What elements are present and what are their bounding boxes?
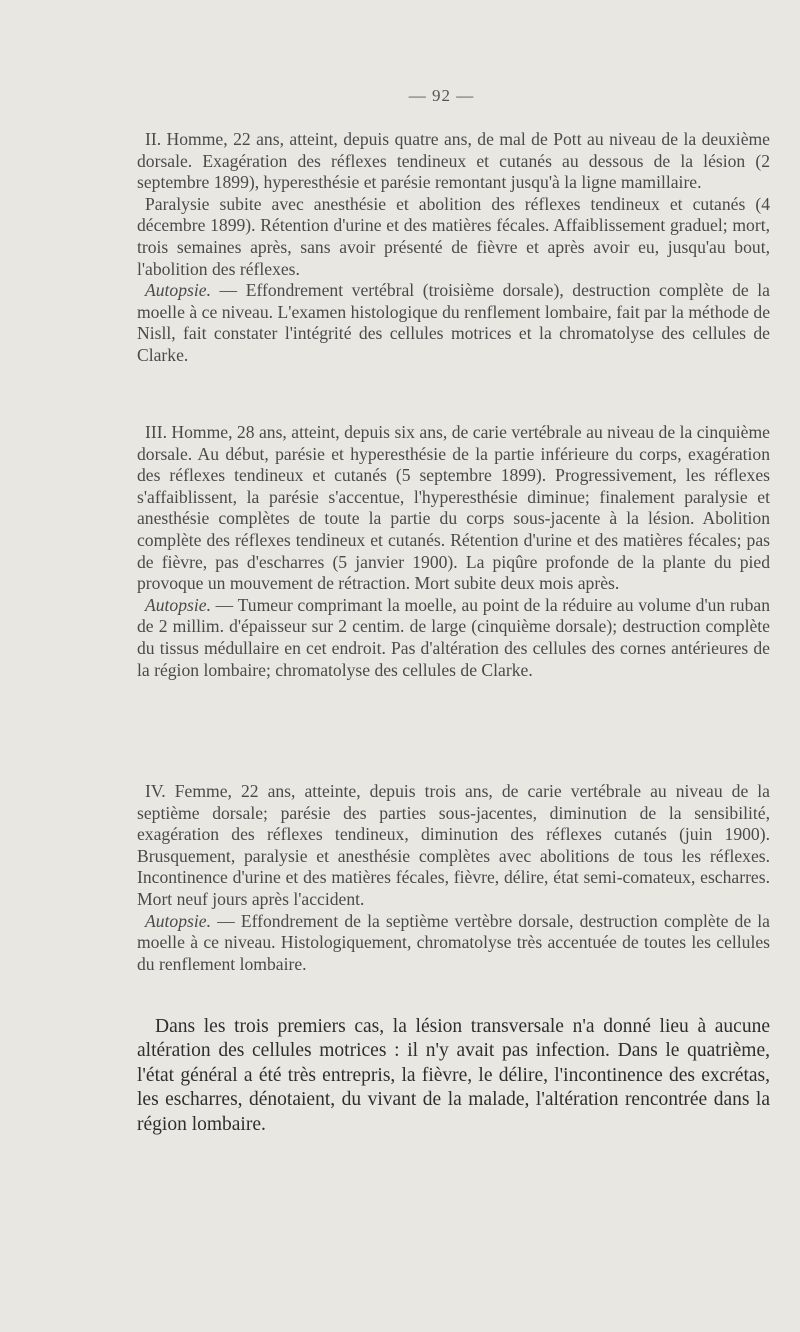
- autopsy-paragraph: [137, 595, 770, 681]
- autopsy-paragraph: [137, 280, 770, 366]
- page-number: — 92 —: [408, 86, 475, 105]
- case-block: [137, 781, 770, 975]
- autopsy-paragraph: [137, 911, 770, 976]
- case-paragraph: II. Homme, 22 ans, atteint, depuis quatre ans, de mal de Pott au niveau de la deuxième dorsale. Exagération des réflexes tendineux et cutanés au dessous de la lésion (2 septembre 1899), hyperesthésie et parésie remontant jusqu'à la ligne mamillaire.: [137, 129, 770, 193]
- autopsy-label: Autopsie.: [145, 594, 211, 615]
- autopsy-label: Autopsie.: [145, 910, 211, 931]
- autopsy-text: — Tumeur comprimant la moelle, au point de la réduire au volume d'un ruban de 2 millim. d'épaisseur sur 2 centim. de large (cinquième dorsale); destruction complète du tissus médullaire en cet endroit. Pas d'altération des cellules des cornes antérieures de la région lombaire; chromatolyse des cellules de Clarke.: [137, 594, 770, 680]
- case-block: [137, 129, 770, 367]
- summary-paragraph: Dans les trois premiers cas, la lésion transversale n'a donné lieu à aucune altération des cellules motrices : il n'y avait pas infection. Dans le quatrième, l'état général a été très entrepris, la fièvre, le délire, l'incontinence des excrétas, les escharres, dénotaient, du vivant de la malade, l'altération rencontrée dans la région lombaire.: [137, 1016, 770, 1135]
- case-block: [137, 422, 770, 681]
- autopsy-text: — Effondrement de la septième vertèbre dorsale, destruction complète de la moelle à ce niveau. Histologiquement, chromatolyse très accentuée de toutes les cellules du renflement lombaire.: [137, 910, 770, 974]
- case-paragraph: Paralysie subite avec anesthésie et abolition des réflexes tendineux et cutanés (4 décembre 1899). Rétention d'urine et des matières fécales. Affaiblissement graduel; mort, trois semaines après, sans avoir présenté de fièvre et après avoir eu, jusqu'au bout, l'abolition des réflexes.: [137, 193, 770, 279]
- autopsy-label: Autopsie.: [145, 280, 211, 301]
- case-paragraph: IV. Femme, 22 ans, atteinte, depuis trois ans, de carie vertébrale au niveau de la septième dorsale; parésie des parties sous-jacentes, diminution de la sensibilité, exagération des réflexes tendineux, diminution des réflexes cutanés (juin 1900). Brusquement, paralysie et anesthésie complètes avec abolitions de tous les réflexes. Incontinence d'urine et des matières fécales, fièvre, délire, état semi-comateux, escharres. Mort neuf jours après l'accident.: [137, 781, 770, 909]
- autopsy-text: — Effondrement vertébral (troisième dorsale), destruction complète de la moelle à ce niveau. L'examen histologique du renflement lombaire, fait par la méthode de Nisll, fait constater l'intégrité des cellules motrices et la chromatolyse des cellules de Clarke.: [137, 280, 770, 365]
- summary-block: [137, 1015, 770, 1137]
- case-paragraph: III. Homme, 28 ans, atteint, depuis six ans, de carie vertébrale au niveau de la cinquième dorsale. Au début, parésie et hyperesthésie de la partie inférieure du corps, exagération des réflexes tendineux et cutanés (5 septembre 1899). Progressivement, les réflexes s'affaiblissent, la parésie s'accentue, l'hyperesthésie diminue; finalement paralysie et anesthésie complètes de toute la partie du corps sous-jacente à la lésion. Abolition complète des réflexes tendineux et cutanés. Rétention d'urine et des matières fécales; pas de fièvre, pas d'escharres (5 janvier 1900). La piqûre profonde de la plante du pied provoque un mouvement de rétraction. Mort subite deux mois après.: [137, 422, 770, 594]
